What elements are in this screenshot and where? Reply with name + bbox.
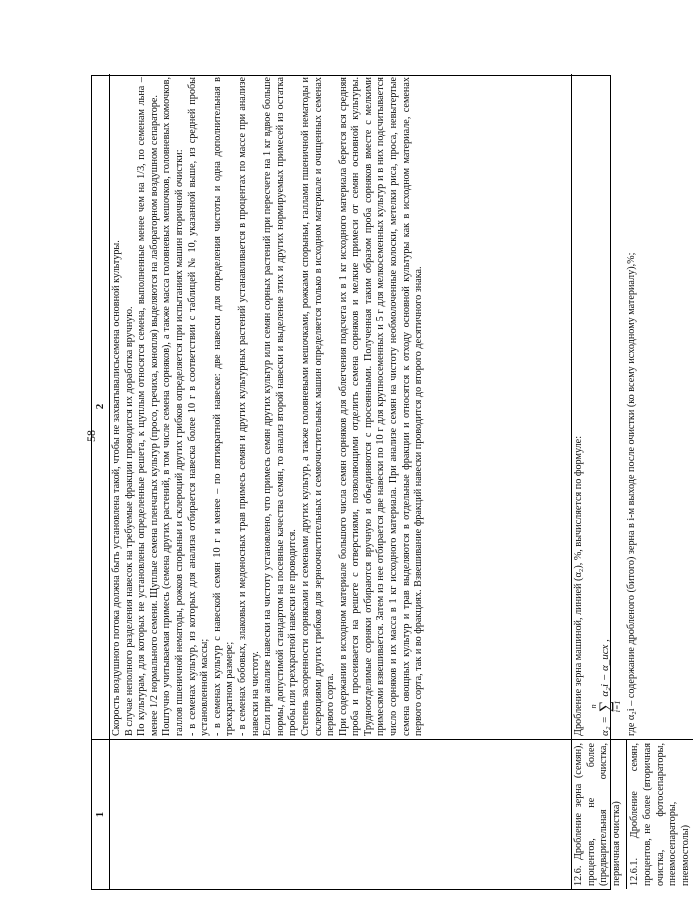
crushing-formula xyxy=(590,77,622,736)
paragraph: Степень засоренности сорняками и семенами других культур, а также головневыми мешочками, рожками спорыньи, галлами пшеничной нематоды и склероциями других грибков для зерноочистительных и семяочистительных машин определяется только в исходном материале и очищенных семенах первого сорта. xyxy=(299,77,337,736)
label-12-6-1: 12.6.1. Дробление семян, процентов, не более (вторичная очистка, фотосепараторы, пневмосепараторы, пневмостолы) xyxy=(626,740,692,889)
paragraph: - в семенах культур с навеской семян 10 г и менее – по пятикратной навеске: две навески для определения чистоты и одна дополнительная в трехкратном размере; xyxy=(211,77,236,736)
formula-rhs: α₂i − α_исх , xyxy=(599,639,612,697)
row-prev-text-cell xyxy=(110,74,572,739)
paragraph: - в семенах культур, из которых для анализа отбирается навеска более 10 г в соответствии с таблицей № 10, указанной выше, из средней пробы установленной массы; xyxy=(186,77,211,736)
column-header-2: 2 xyxy=(92,74,110,739)
rotated-page xyxy=(91,75,691,890)
row-12-6-text-cell xyxy=(572,74,693,739)
paragraph: - в семенах бобовых, злаковых и медоносных трав примесь семян и других культурных растений устанавливается в процентах по массе при анализе навески на чистоту. xyxy=(236,77,261,736)
paragraph: По культурам, для которых не установлены определенные решета, к щуплым относятся семена, выполненные менее чем на 1/3, по семенам льна – менее 1/2 нормального семени. Щуплые семена пленчатых культур (просо, гречиха, конопля) выделяются на лабораторном воздушном сепараторе. xyxy=(136,77,160,736)
sum-symbol: ∑ xyxy=(596,700,614,713)
paragraph: Если при анализе навески на чистоту установлено, что примесь семян других культур или семян сорных растений при пересчете на 1 кг вдвое больше нормы, допустимой стандартом на посевные качества семян, то анализ второй навески и выделение этих и других нормируемых примесей из остатка пробы или трехкратной навески не проводится. xyxy=(262,77,299,736)
formula-lhs: α₂ = xyxy=(599,716,612,736)
formula-where: где α₂i – содержание дробленого (битого) зерна в i-м выходе после очистки (ко всему исходному материалу),%; xyxy=(625,252,637,736)
paragraph: Поштучно учитываемая примесь (семена других растений, в том числе семена сорняков), а также масса головневых мешочков, головневых комочков, галлов пшеничной нематоды, рожков спорыньи и склероций других грибков определяется при испытаниях машин вторичной очистки: xyxy=(161,77,185,736)
row-prev-label-cell xyxy=(110,739,572,889)
summation xyxy=(590,701,622,713)
column-header-1: 1 xyxy=(92,739,110,889)
paragraph: При содержании в исходном материале большого числа семян сорняков для облегчения подсчета их в 1 кг исходного материала берется вся средняя проба и просеивается на решете с отверстиями, позволяющими отделить семена сорняков и мелкие примеси от семян основной культуры. Трудноотделимые сорняки отбираются вручную и объединяются с просеянными. Полученная таким образом проба сорняков вместе с мелкими примесями взвешивается. Затем из нее отбирается две навески по 10 г для крупносеменных и 5 г для мелкосеменных культур и в них подсчитывается число сорняков и их масса в 1 кг исходного материала. При анализе семян на чистоту необмолоченные колоски, метелки риса, проса, невытертые семена овощных культур и трав выделяются в отдельные фракции и относятся к отходу основной культуры как в исходном материале, семенах первого сорта, так и во фракциях. Взвешивание фракций навески проводится до второго десятичного знака. xyxy=(337,77,425,736)
sum-lower-limit: i=1 xyxy=(612,700,622,713)
label-12-6: 12.6. Дробление зерна (семян), процентов, не более (предварительная очистка, первичная очистка) xyxy=(573,743,622,886)
paragraph: Скорость воздушного потока должна быть установлена такой, чтобы не захватывалисьсемена основной культуры. xyxy=(111,240,122,736)
page-number: 58 xyxy=(84,430,98,442)
sum-upper-limit: n xyxy=(588,704,598,709)
paragraph: В случае неполного разделения навесок на требуемые фракции проводится их доработка вручную. xyxy=(123,306,135,736)
formula-intro: Дробление зерна машиной, линией (α₂), %, вычисляется по формуле: xyxy=(573,435,584,736)
requirements-table xyxy=(91,75,691,890)
row-12-6-label-cell xyxy=(572,739,693,889)
